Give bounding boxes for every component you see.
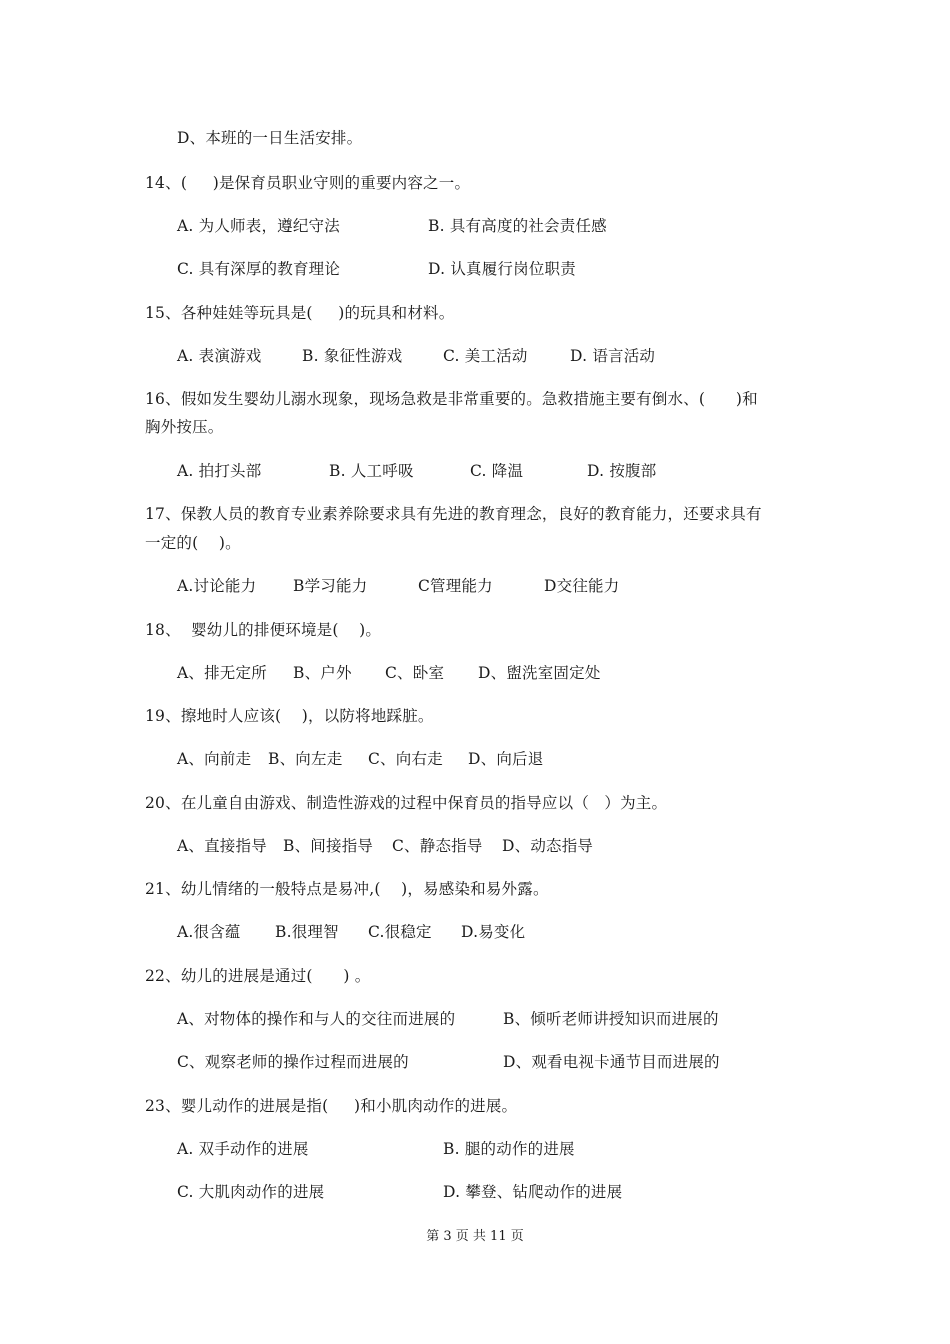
question-text: 14、( )是保育员职业守则的重要内容之一。	[145, 174, 471, 192]
question-text: 22、幼儿的进展是通过( ) 。	[145, 967, 371, 985]
answer-option: D. 认真履行岗位职责	[428, 260, 576, 278]
answer-option: A.讨论能力	[177, 577, 257, 595]
answer-option: D.易变化	[461, 923, 526, 941]
answer-option: D. 语言活动	[570, 347, 656, 365]
answer-option: B、向左走	[268, 750, 343, 768]
answer-option: C. 美工活动	[443, 347, 528, 365]
answer-option: B、户外	[293, 664, 352, 682]
question-text: 19、擦地时人应该( )，以防将地踩脏。	[145, 707, 434, 725]
question-text: 21、幼儿情绪的一般特点是易冲,( )，易感染和易外露。	[145, 880, 549, 898]
question-text: 23、婴儿动作的进展是指( )和小肌肉动作的进展。	[145, 1097, 518, 1115]
question-text: 18、 婴幼儿的排便环境是( )。	[145, 621, 382, 639]
answer-option: C.很稳定	[368, 923, 432, 941]
answer-option: C. 降温	[470, 462, 524, 480]
question-text: 胸外按压。	[145, 418, 224, 436]
question-text: 15、各种娃娃等玩具是( )的玩具和材料。	[145, 304, 455, 322]
answer-option: B. 腿的动作的进展	[443, 1140, 575, 1158]
answer-option: D、观看电视卡通节目而进展的	[503, 1053, 720, 1071]
answer-option: A、向前走	[177, 750, 252, 768]
answer-option: C、观察老师的操作过程而进展的	[177, 1053, 409, 1071]
answer-option: A、直接指导	[177, 837, 267, 855]
answer-option: C管理能力	[418, 577, 493, 595]
answer-option: B、间接指导	[283, 837, 374, 855]
answer-option: D交往能力	[544, 577, 620, 595]
question-text: 一定的( )。	[145, 534, 241, 552]
answer-option: B、倾听老师讲授知识而进展的	[503, 1010, 719, 1028]
answer-option: C. 具有深厚的教育理论	[177, 260, 341, 278]
page-footer: 第 3 页 共 11 页	[426, 1229, 524, 1244]
answer-option: D、盥洗室固定处	[478, 664, 601, 682]
answer-option: A. 拍打头部	[177, 462, 262, 480]
answer-option: C、卧室	[385, 664, 445, 682]
answer-option: A、排无定所	[177, 664, 267, 682]
answer-option: B. 人工呼吸	[329, 462, 414, 480]
answer-option: C、静态指导	[392, 837, 483, 855]
answer-option: D. 按腹部	[587, 462, 657, 480]
answer-option: A.很含蕴	[177, 923, 241, 941]
question-text: 17、保教人员的教育专业素养除要求具有先进的教育理念，良好的教育能力，还要求具有	[145, 505, 762, 523]
answer-option: C. 大肌肉动作的进展	[177, 1183, 325, 1201]
answer-option: B.很理智	[275, 923, 339, 941]
question-text: 16、假如发生婴幼儿溺水现象，现场急救是非常重要的。急救措施主要有倒水、( )和	[145, 390, 758, 408]
answer-option: B. 具有高度的社会责任感	[428, 217, 607, 235]
answer-option: A、对物体的操作和与人的交往而进展的	[177, 1010, 456, 1028]
answer-option: A. 表演游戏	[177, 347, 262, 365]
answer-option: D、本班的一日生活安排。	[177, 129, 363, 147]
question-text: 20、在儿童自由游戏、制造性游戏的过程中保育员的指导应以（ ）为主。	[145, 794, 668, 812]
answer-option: A. 双手动作的进展	[177, 1140, 309, 1158]
answer-option: D、向后退	[468, 750, 544, 768]
answer-option: B学习能力	[293, 577, 368, 595]
answer-option: A. 为人师表，遵纪守法	[177, 217, 340, 235]
answer-option: B. 象征性游戏	[302, 347, 403, 365]
answer-option: C、向右走	[368, 750, 443, 768]
answer-option: D、动态指导	[502, 837, 594, 855]
answer-option: D. 攀登、钻爬动作的进展	[443, 1183, 623, 1201]
